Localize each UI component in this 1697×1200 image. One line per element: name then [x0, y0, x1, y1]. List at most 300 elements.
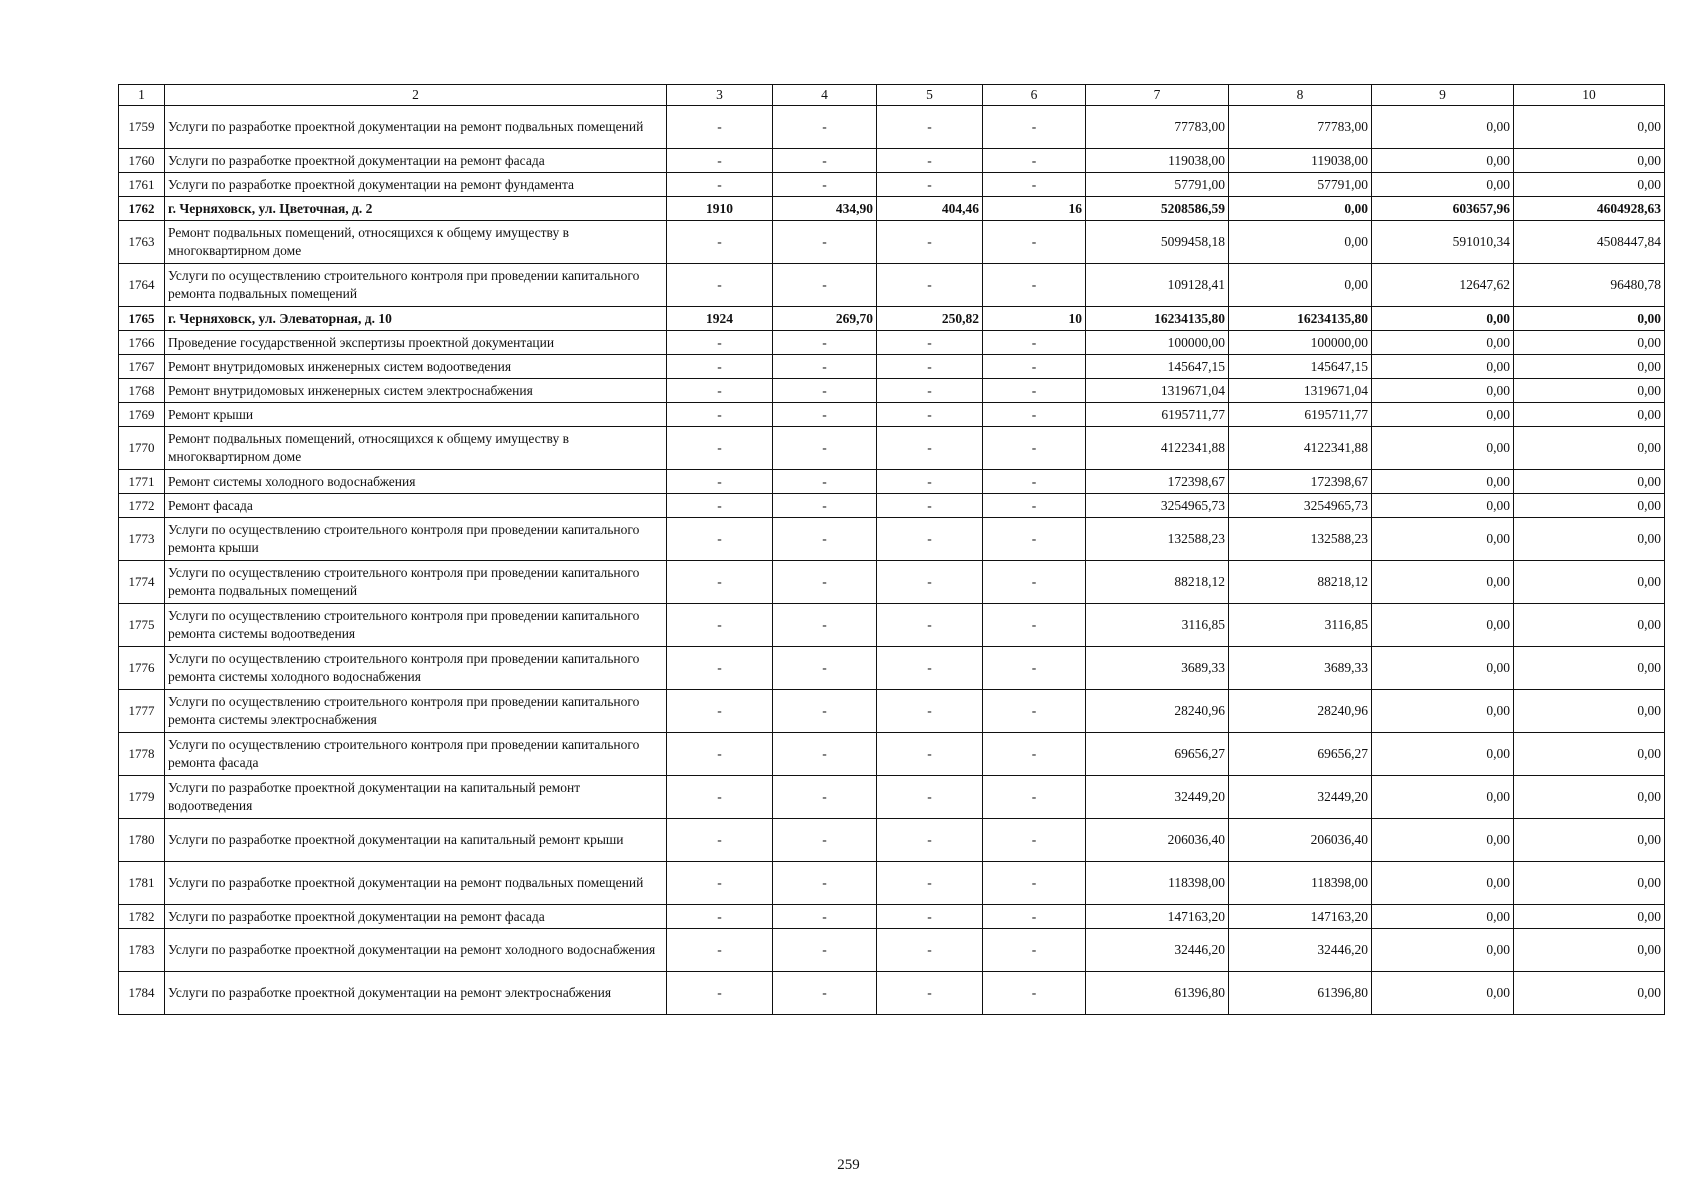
table-row — [119, 149, 1665, 173]
col10-cell: 0,00 — [1514, 972, 1665, 1015]
column-number: 7 — [1086, 85, 1229, 106]
row-name-cell: Услуги по разработке проектной документации на капитальный ремонт крыши — [165, 819, 667, 862]
col6-cell: - — [983, 331, 1086, 355]
table-row — [119, 331, 1665, 355]
col4-cell: - — [773, 972, 877, 1015]
col3-cell: - — [667, 862, 773, 905]
row-number-cell: 1769 — [119, 403, 165, 427]
col8-cell: 6195711,77 — [1229, 403, 1372, 427]
row-name-cell: Услуги по разработке проектной документации на капитальный ремонт водоотведения — [165, 776, 667, 819]
col6-cell: - — [983, 561, 1086, 604]
col3-cell: - — [667, 106, 773, 149]
col5-cell: - — [877, 221, 983, 264]
col8-cell: 100000,00 — [1229, 331, 1372, 355]
col9-cell: 591010,34 — [1372, 221, 1514, 264]
col7-cell: 206036,40 — [1086, 819, 1229, 862]
col5-cell: - — [877, 173, 983, 197]
col8-cell: 118398,00 — [1229, 862, 1372, 905]
col9-cell: 0,00 — [1372, 690, 1514, 733]
col6-cell: 10 — [983, 307, 1086, 331]
col8-cell: 69656,27 — [1229, 733, 1372, 776]
col3-cell: - — [667, 929, 773, 972]
col5-cell: - — [877, 733, 983, 776]
col5-cell: - — [877, 929, 983, 972]
column-number: 6 — [983, 85, 1086, 106]
col10-cell: 0,00 — [1514, 403, 1665, 427]
row-number-cell: 1764 — [119, 264, 165, 307]
row-name-cell: Услуги по разработке проектной документации на ремонт фундамента — [165, 173, 667, 197]
col8-cell: 4122341,88 — [1229, 427, 1372, 470]
col7-cell: 145647,15 — [1086, 355, 1229, 379]
col6-cell: - — [983, 355, 1086, 379]
col8-cell: 132588,23 — [1229, 518, 1372, 561]
row-number-cell: 1768 — [119, 379, 165, 403]
col8-cell: 3116,85 — [1229, 604, 1372, 647]
row-name-cell: Проведение государственной экспертизы проектной документации — [165, 331, 667, 355]
row-name-cell: Ремонт крыши — [165, 403, 667, 427]
table-row — [119, 819, 1665, 862]
col10-cell: 4604928,63 — [1514, 197, 1665, 221]
row-name-cell: Ремонт внутридомовых инженерных систем водоотведения — [165, 355, 667, 379]
col8-cell: 0,00 — [1229, 197, 1372, 221]
col7-cell: 88218,12 — [1086, 561, 1229, 604]
col9-cell: 0,00 — [1372, 561, 1514, 604]
column-number: 2 — [165, 85, 667, 106]
col5-cell: - — [877, 149, 983, 173]
col5-cell: - — [877, 647, 983, 690]
col4-cell: - — [773, 221, 877, 264]
row-name-cell: Услуги по осуществлению строительного контроля при проведении капитального ремонта фасада — [165, 733, 667, 776]
table-row — [119, 862, 1665, 905]
row-number-cell: 1773 — [119, 518, 165, 561]
column-number: 10 — [1514, 85, 1665, 106]
col3-cell: - — [667, 264, 773, 307]
col8-cell: 147163,20 — [1229, 905, 1372, 929]
col8-cell: 1319671,04 — [1229, 379, 1372, 403]
col5-cell: - — [877, 494, 983, 518]
col5-cell: - — [877, 604, 983, 647]
col8-cell: 16234135,80 — [1229, 307, 1372, 331]
col4-cell: - — [773, 862, 877, 905]
col3-cell: - — [667, 518, 773, 561]
col3-cell: - — [667, 355, 773, 379]
col7-cell: 6195711,77 — [1086, 403, 1229, 427]
col8-cell: 172398,67 — [1229, 470, 1372, 494]
col7-cell: 132588,23 — [1086, 518, 1229, 561]
col6-cell: - — [983, 149, 1086, 173]
col5-cell: - — [877, 776, 983, 819]
col4-cell: - — [773, 561, 877, 604]
col9-cell: 0,00 — [1372, 819, 1514, 862]
col5-cell: - — [877, 106, 983, 149]
table-row — [119, 604, 1665, 647]
col6-cell: - — [983, 647, 1086, 690]
col10-cell: 0,00 — [1514, 604, 1665, 647]
row-number-cell: 1762 — [119, 197, 165, 221]
col8-cell: 145647,15 — [1229, 355, 1372, 379]
table-row — [119, 355, 1665, 379]
table-row — [119, 905, 1665, 929]
table-row — [119, 518, 1665, 561]
col4-cell: - — [773, 905, 877, 929]
table-row — [119, 690, 1665, 733]
col10-cell: 0,00 — [1514, 929, 1665, 972]
table-row — [119, 197, 1665, 221]
col8-cell: 3254965,73 — [1229, 494, 1372, 518]
col8-cell: 32449,20 — [1229, 776, 1372, 819]
row-name-cell: Услуги по разработке проектной документации на ремонт подвальных помещений — [165, 862, 667, 905]
col5-cell: - — [877, 331, 983, 355]
col9-cell: 0,00 — [1372, 862, 1514, 905]
col9-cell: 0,00 — [1372, 379, 1514, 403]
col9-cell: 0,00 — [1372, 427, 1514, 470]
row-number-cell: 1784 — [119, 972, 165, 1015]
col3-cell: - — [667, 647, 773, 690]
col10-cell: 0,00 — [1514, 494, 1665, 518]
col7-cell: 3689,33 — [1086, 647, 1229, 690]
col7-cell: 3254965,73 — [1086, 494, 1229, 518]
col7-cell: 61396,80 — [1086, 972, 1229, 1015]
table-row — [119, 427, 1665, 470]
col6-cell: - — [983, 379, 1086, 403]
row-number-cell: 1780 — [119, 819, 165, 862]
col7-cell: 77783,00 — [1086, 106, 1229, 149]
row-number-cell: 1776 — [119, 647, 165, 690]
column-number: 1 — [119, 85, 165, 106]
col7-cell: 16234135,80 — [1086, 307, 1229, 331]
col4-cell: - — [773, 403, 877, 427]
table-row — [119, 776, 1665, 819]
col3-cell: - — [667, 819, 773, 862]
col4-cell: - — [773, 427, 877, 470]
row-name-cell: Услуги по осуществлению строительного контроля при проведении капитального ремонта системы водоотведения — [165, 604, 667, 647]
table-body — [119, 85, 1665, 1015]
col9-cell: 0,00 — [1372, 470, 1514, 494]
col6-cell: - — [983, 518, 1086, 561]
col8-cell: 32446,20 — [1229, 929, 1372, 972]
col6-cell: - — [983, 106, 1086, 149]
col7-cell: 100000,00 — [1086, 331, 1229, 355]
col9-cell: 0,00 — [1372, 929, 1514, 972]
col3-cell: - — [667, 690, 773, 733]
col5-cell: 404,46 — [877, 197, 983, 221]
table-row — [119, 929, 1665, 972]
col3-cell: - — [667, 905, 773, 929]
col10-cell: 0,00 — [1514, 819, 1665, 862]
col6-cell: - — [983, 173, 1086, 197]
row-number-cell: 1767 — [119, 355, 165, 379]
col3-cell: - — [667, 733, 773, 776]
col7-cell: 118398,00 — [1086, 862, 1229, 905]
column-number: 9 — [1372, 85, 1514, 106]
data-table — [118, 84, 1665, 1015]
col6-cell: - — [983, 690, 1086, 733]
col4-cell: - — [773, 690, 877, 733]
col6-cell: - — [983, 776, 1086, 819]
row-number-cell: 1775 — [119, 604, 165, 647]
col9-cell: 12647,62 — [1372, 264, 1514, 307]
table-row — [119, 733, 1665, 776]
row-name-cell: Услуги по осуществлению строительного контроля при проведении капитального ремонта подвальных помещений — [165, 561, 667, 604]
col9-cell: 0,00 — [1372, 518, 1514, 561]
col10-cell: 0,00 — [1514, 427, 1665, 470]
col8-cell: 57791,00 — [1229, 173, 1372, 197]
column-number: 5 — [877, 85, 983, 106]
col6-cell: - — [983, 733, 1086, 776]
row-number-cell: 1771 — [119, 470, 165, 494]
col3-cell: - — [667, 427, 773, 470]
col9-cell: 0,00 — [1372, 403, 1514, 427]
row-number-cell: 1779 — [119, 776, 165, 819]
col6-cell: - — [983, 929, 1086, 972]
row-number-cell: 1766 — [119, 331, 165, 355]
col6-cell: - — [983, 403, 1086, 427]
row-name-cell: Ремонт фасада — [165, 494, 667, 518]
col10-cell: 0,00 — [1514, 776, 1665, 819]
col10-cell: 0,00 — [1514, 690, 1665, 733]
col5-cell: - — [877, 355, 983, 379]
col3-cell: - — [667, 379, 773, 403]
row-name-cell: Услуги по разработке проектной документации на ремонт подвальных помещений — [165, 106, 667, 149]
col4-cell: 269,70 — [773, 307, 877, 331]
row-number-cell: 1770 — [119, 427, 165, 470]
col7-cell: 28240,96 — [1086, 690, 1229, 733]
col9-cell: 0,00 — [1372, 331, 1514, 355]
col10-cell: 0,00 — [1514, 355, 1665, 379]
col6-cell: - — [983, 221, 1086, 264]
row-name-cell: Услуги по разработке проектной документации на ремонт фасада — [165, 149, 667, 173]
col7-cell: 69656,27 — [1086, 733, 1229, 776]
col7-cell: 32449,20 — [1086, 776, 1229, 819]
row-name-cell: Ремонт системы холодного водоснабжения — [165, 470, 667, 494]
col9-cell: 0,00 — [1372, 106, 1514, 149]
row-number-cell: 1763 — [119, 221, 165, 264]
col10-cell: 0,00 — [1514, 331, 1665, 355]
col7-cell: 57791,00 — [1086, 173, 1229, 197]
col3-cell: - — [667, 561, 773, 604]
col4-cell: - — [773, 494, 877, 518]
row-number-cell: 1774 — [119, 561, 165, 604]
col8-cell: 206036,40 — [1229, 819, 1372, 862]
col5-cell: - — [877, 264, 983, 307]
col3-cell: - — [667, 403, 773, 427]
table-row — [119, 494, 1665, 518]
col5-cell: - — [877, 470, 983, 494]
col4-cell: 434,90 — [773, 197, 877, 221]
col10-cell: 0,00 — [1514, 307, 1665, 331]
column-number: 8 — [1229, 85, 1372, 106]
col10-cell: 0,00 — [1514, 379, 1665, 403]
col5-cell: - — [877, 862, 983, 905]
col10-cell: 0,00 — [1514, 905, 1665, 929]
col4-cell: - — [773, 518, 877, 561]
col3-cell: 1910 — [667, 197, 773, 221]
col5-cell: - — [877, 972, 983, 1015]
column-number-row — [119, 85, 1665, 106]
col7-cell: 147163,20 — [1086, 905, 1229, 929]
col9-cell: 0,00 — [1372, 733, 1514, 776]
col6-cell: - — [983, 972, 1086, 1015]
col10-cell: 0,00 — [1514, 106, 1665, 149]
col5-cell: - — [877, 379, 983, 403]
col10-cell: 0,00 — [1514, 149, 1665, 173]
row-number-cell: 1759 — [119, 106, 165, 149]
col8-cell: 28240,96 — [1229, 690, 1372, 733]
row-name-cell: Услуги по разработке проектной документации на ремонт холодного водоснабжения — [165, 929, 667, 972]
col4-cell: - — [773, 173, 877, 197]
col8-cell: 61396,80 — [1229, 972, 1372, 1015]
col3-cell: - — [667, 776, 773, 819]
col5-cell: - — [877, 905, 983, 929]
row-number-cell: 1783 — [119, 929, 165, 972]
col6-cell: - — [983, 427, 1086, 470]
row-number-cell: 1760 — [119, 149, 165, 173]
col10-cell: 4508447,84 — [1514, 221, 1665, 264]
table-row — [119, 173, 1665, 197]
row-name-cell: Услуги по осуществлению строительного контроля при проведении капитального ремонта крыши — [165, 518, 667, 561]
col4-cell: - — [773, 604, 877, 647]
table-row — [119, 470, 1665, 494]
col7-cell: 109128,41 — [1086, 264, 1229, 307]
col9-cell: 603657,96 — [1372, 197, 1514, 221]
col10-cell: 0,00 — [1514, 862, 1665, 905]
col4-cell: - — [773, 106, 877, 149]
table-row — [119, 106, 1665, 149]
col7-cell: 4122341,88 — [1086, 427, 1229, 470]
col9-cell: 0,00 — [1372, 173, 1514, 197]
col7-cell: 119038,00 — [1086, 149, 1229, 173]
col6-cell: - — [983, 494, 1086, 518]
col3-cell: - — [667, 470, 773, 494]
col6-cell: - — [983, 604, 1086, 647]
col5-cell: - — [877, 518, 983, 561]
table-row — [119, 647, 1665, 690]
col9-cell: 0,00 — [1372, 776, 1514, 819]
col4-cell: - — [773, 379, 877, 403]
col3-cell: - — [667, 972, 773, 1015]
col5-cell: 250,82 — [877, 307, 983, 331]
col7-cell: 32446,20 — [1086, 929, 1229, 972]
col7-cell: 5099458,18 — [1086, 221, 1229, 264]
col10-cell: 0,00 — [1514, 518, 1665, 561]
col9-cell: 0,00 — [1372, 604, 1514, 647]
col6-cell: 16 — [983, 197, 1086, 221]
row-number-cell: 1778 — [119, 733, 165, 776]
table-row — [119, 221, 1665, 264]
row-name-cell: Услуги по разработке проектной документации на ремонт фасада — [165, 905, 667, 929]
col6-cell: - — [983, 819, 1086, 862]
col9-cell: 0,00 — [1372, 494, 1514, 518]
row-number-cell: 1781 — [119, 862, 165, 905]
row-name-cell: г. Черняховск, ул. Элеваторная, д. 10 — [165, 307, 667, 331]
row-name-cell: Ремонт подвальных помещений, относящихся к общему имуществу в многоквартирном доме — [165, 427, 667, 470]
table-row — [119, 307, 1665, 331]
col4-cell: - — [773, 776, 877, 819]
col8-cell: 77783,00 — [1229, 106, 1372, 149]
col7-cell: 172398,67 — [1086, 470, 1229, 494]
row-name-cell: Услуги по осуществлению строительного контроля при проведении капитального ремонта подвальных помещений — [165, 264, 667, 307]
col7-cell: 5208586,59 — [1086, 197, 1229, 221]
col10-cell: 0,00 — [1514, 470, 1665, 494]
col4-cell: - — [773, 647, 877, 690]
col5-cell: - — [877, 819, 983, 862]
col4-cell: - — [773, 929, 877, 972]
col10-cell: 0,00 — [1514, 647, 1665, 690]
col6-cell: - — [983, 264, 1086, 307]
col5-cell: - — [877, 690, 983, 733]
table-row — [119, 403, 1665, 427]
row-number-cell: 1772 — [119, 494, 165, 518]
col8-cell: 119038,00 — [1229, 149, 1372, 173]
col3-cell: - — [667, 494, 773, 518]
col4-cell: - — [773, 470, 877, 494]
page-number: 259 — [837, 1157, 860, 1173]
col9-cell: 0,00 — [1372, 355, 1514, 379]
row-name-cell: Ремонт подвальных помещений, относящихся к общему имуществу в многоквартирном доме — [165, 221, 667, 264]
row-number-cell: 1765 — [119, 307, 165, 331]
col9-cell: 0,00 — [1372, 149, 1514, 173]
col6-cell: - — [983, 905, 1086, 929]
row-name-cell: Ремонт внутридомовых инженерных систем электроснабжения — [165, 379, 667, 403]
col10-cell: 0,00 — [1514, 733, 1665, 776]
col7-cell: 3116,85 — [1086, 604, 1229, 647]
col4-cell: - — [773, 733, 877, 776]
table-row — [119, 972, 1665, 1015]
row-name-cell: г. Черняховск, ул. Цветочная, д. 2 — [165, 197, 667, 221]
col8-cell: 3689,33 — [1229, 647, 1372, 690]
col7-cell: 1319671,04 — [1086, 379, 1229, 403]
row-name-cell: Услуги по разработке проектной документации на ремонт электроснабжения — [165, 972, 667, 1015]
col5-cell: - — [877, 561, 983, 604]
col9-cell: 0,00 — [1372, 972, 1514, 1015]
col3-cell: - — [667, 173, 773, 197]
table-row — [119, 264, 1665, 307]
col3-cell: - — [667, 149, 773, 173]
col9-cell: 0,00 — [1372, 307, 1514, 331]
col3-cell: - — [667, 604, 773, 647]
col5-cell: - — [877, 403, 983, 427]
column-number: 3 — [667, 85, 773, 106]
col9-cell: 0,00 — [1372, 905, 1514, 929]
col10-cell: 96480,78 — [1514, 264, 1665, 307]
row-name-cell: Услуги по осуществлению строительного контроля при проведении капитального ремонта системы электроснабжения — [165, 690, 667, 733]
col3-cell: - — [667, 221, 773, 264]
col3-cell: - — [667, 331, 773, 355]
col10-cell: 0,00 — [1514, 561, 1665, 604]
col4-cell: - — [773, 264, 877, 307]
col4-cell: - — [773, 819, 877, 862]
col6-cell: - — [983, 862, 1086, 905]
col5-cell: - — [877, 427, 983, 470]
col8-cell: 0,00 — [1229, 264, 1372, 307]
column-number: 4 — [773, 85, 877, 106]
col4-cell: - — [773, 355, 877, 379]
col4-cell: - — [773, 149, 877, 173]
col4-cell: - — [773, 331, 877, 355]
row-number-cell: 1777 — [119, 690, 165, 733]
table-row — [119, 561, 1665, 604]
row-name-cell: Услуги по осуществлению строительного контроля при проведении капитального ремонта системы холодного водоснабжения — [165, 647, 667, 690]
col6-cell: - — [983, 470, 1086, 494]
col10-cell: 0,00 — [1514, 173, 1665, 197]
row-number-cell: 1761 — [119, 173, 165, 197]
col3-cell: 1924 — [667, 307, 773, 331]
table-row — [119, 379, 1665, 403]
col8-cell: 88218,12 — [1229, 561, 1372, 604]
row-number-cell: 1782 — [119, 905, 165, 929]
col8-cell: 0,00 — [1229, 221, 1372, 264]
col9-cell: 0,00 — [1372, 647, 1514, 690]
